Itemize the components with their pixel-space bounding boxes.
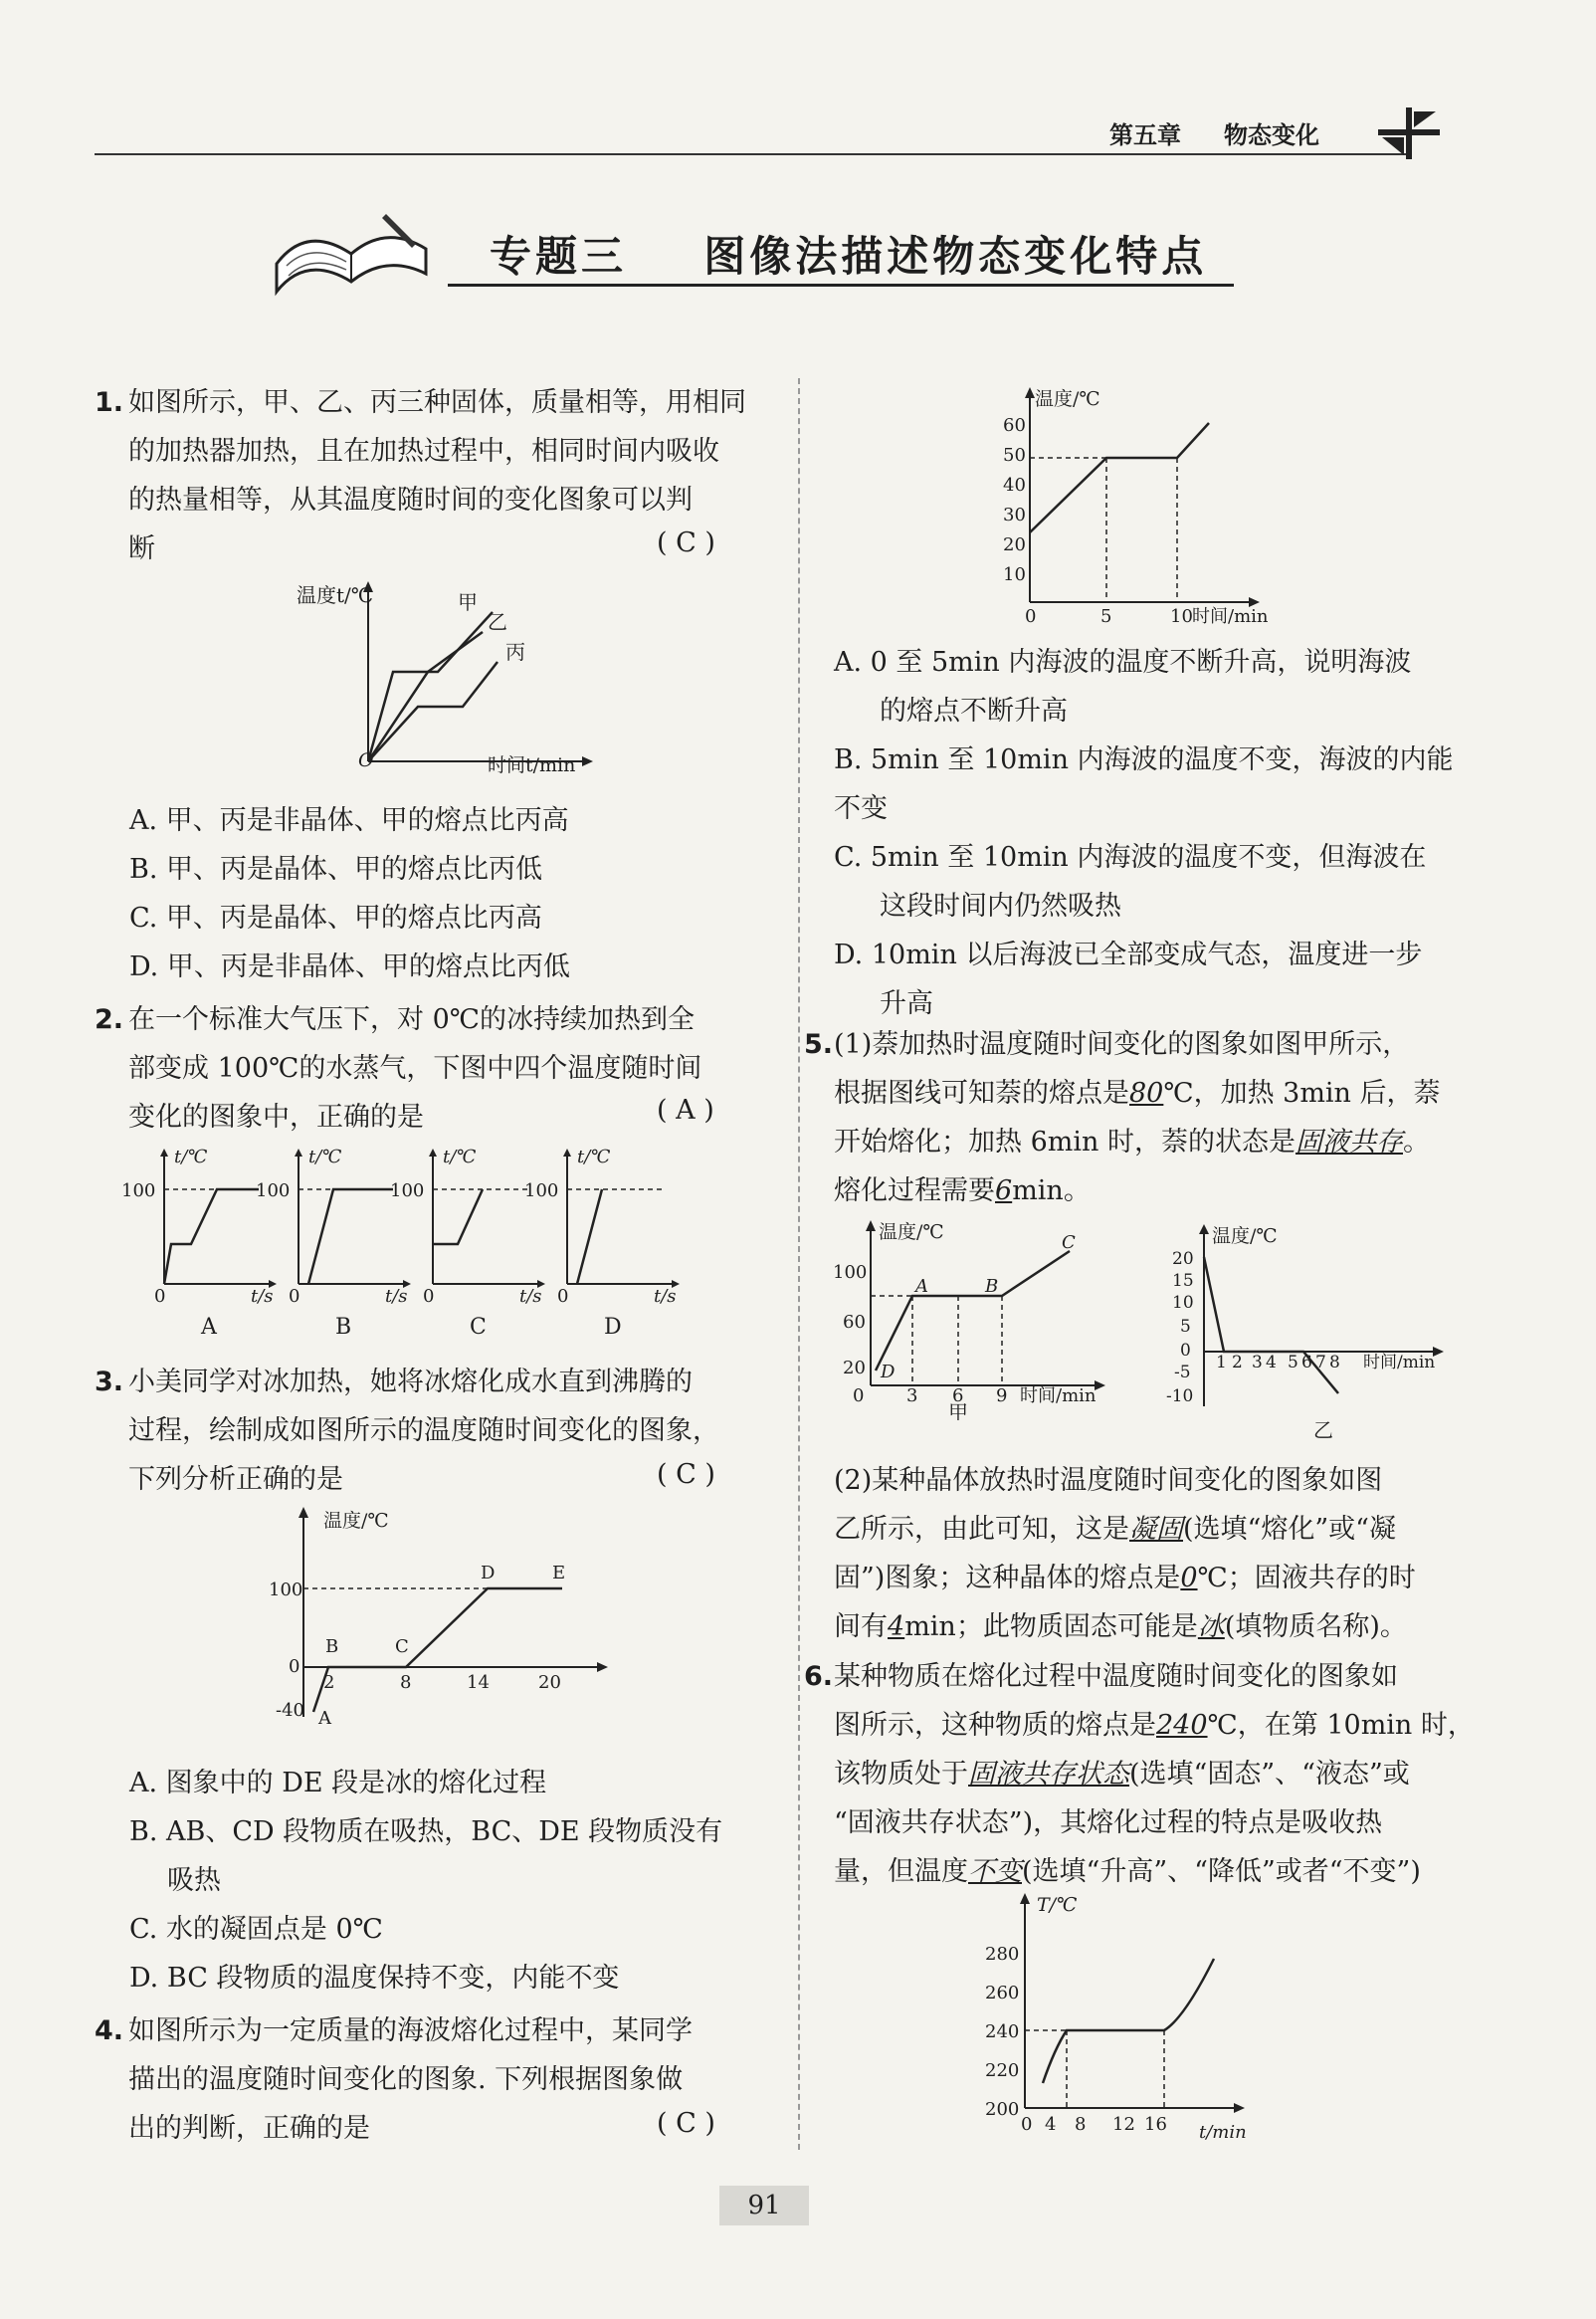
tick-10x: 10	[1170, 606, 1193, 627]
axis-y-label: t/℃	[577, 1147, 611, 1167]
question-text	[834, 1652, 1481, 1896]
q3-options	[129, 1759, 776, 2003]
text-line: 如图所示为一定质量的海波熔化过程中，某同学	[128, 2015, 693, 2046]
tick-8: 8	[1329, 1353, 1340, 1372]
text-line: 该物质处于固液共存状态(选填“固态”、“液态”或	[834, 1759, 1410, 1790]
question-number: 3.	[95, 1367, 124, 1397]
page-number: 91	[719, 2186, 809, 2225]
option-c: C. 水的凝固点是 0℃	[129, 1914, 383, 1945]
chart-q6-line	[1043, 1959, 1214, 2083]
tick-100: 100	[256, 1180, 291, 1201]
tick-6: 6	[952, 1385, 964, 1406]
option-a: A. 图象中的 DE 段是冰的熔化过程	[129, 1768, 547, 1798]
text-line: 如图所示，甲、乙、丙三种固体，质量相等，用相同	[128, 387, 746, 418]
answer-q3: ( C )	[657, 1459, 715, 1490]
chart-q5-b-line	[1204, 1257, 1338, 1393]
question-number: 4.	[95, 2015, 124, 2046]
tick-14: 14	[467, 1672, 490, 1693]
title-main: 图像法描述物态变化特点	[703, 232, 1208, 281]
page-title	[490, 224, 1207, 284]
tick-0: 0	[289, 1656, 300, 1677]
axis-x-label: t/s	[519, 1286, 542, 1307]
tick-20: 20	[538, 1672, 561, 1693]
tick-8: 8	[1075, 2114, 1087, 2135]
option-b-cont: 吸热	[167, 1865, 221, 1896]
tick-1: 1	[1216, 1353, 1227, 1372]
title-underline	[448, 284, 1234, 287]
text-line: 乙所示，由此可知，这是凝固(选填“熔化”或“凝	[834, 1514, 1396, 1545]
question-number: 2.	[95, 1004, 124, 1035]
answer-substance: 冰	[1197, 1611, 1225, 1642]
answer-time: 6	[995, 1175, 1013, 1206]
title-prefix: 专题三	[490, 232, 628, 281]
point-c: C	[1062, 1232, 1076, 1253]
tick-0: 0	[853, 1385, 865, 1406]
tick-10: 10	[1172, 1293, 1194, 1313]
text-line: “固液共存状态”)，其熔化过程的特点是吸收热	[834, 1807, 1383, 1838]
chart-q3	[254, 1503, 612, 1732]
tick-4: 4	[1045, 2114, 1057, 2135]
point-b: B	[325, 1636, 339, 1657]
tick-7: 7	[1315, 1353, 1326, 1372]
option-c: C. 5min 至 10min 内海波的温度不变，但海波在	[834, 842, 1427, 873]
answer-state: 固液共存状态	[968, 1759, 1129, 1790]
tick-280: 280	[985, 1944, 1020, 1965]
answer-q1: ( C )	[657, 527, 715, 558]
option-name-d: D	[604, 1315, 622, 1340]
option-b: B. AB、CD 段物质在吸热，BC、DE 段物质没有	[129, 1816, 723, 1847]
answer-duration: 4	[888, 1611, 905, 1642]
tick-6: 6	[1301, 1353, 1312, 1372]
header-rule	[95, 153, 1408, 155]
tick-0: 0	[1021, 2114, 1033, 2135]
chart-q6	[975, 1889, 1274, 2148]
axis-y-label: 温度/℃	[323, 1510, 389, 1532]
option-b-cont: 不变	[834, 793, 888, 824]
tick-20: 20	[1003, 534, 1026, 555]
chart-q1	[279, 577, 607, 786]
tick-4: 4	[1266, 1353, 1277, 1372]
axis-x-label: 时间/min	[1192, 606, 1269, 627]
tick-5x: 5	[1288, 1353, 1298, 1372]
text-line: 开始熔化；加热 6min 时，萘的状态是固液共存。	[834, 1127, 1430, 1158]
text-line: 根据图线可知萘的熔点是80℃，加热 3min 后，萘	[834, 1078, 1441, 1109]
origin-label: 0	[557, 1286, 569, 1307]
tick-0: 0	[1180, 1341, 1191, 1361]
answer-kind: 凝固	[1129, 1514, 1183, 1545]
text-line: 图所示，这种物质的熔点是240℃，在第 10min 时，	[834, 1710, 1475, 1741]
text-line: 的热量相等，从其温度随时间的变化图象可以判	[128, 485, 693, 516]
axis-y-label: 温度t/℃	[297, 583, 374, 607]
line-bing	[368, 662, 498, 761]
tick-60: 60	[1003, 415, 1026, 436]
tick-2: 2	[323, 1672, 335, 1693]
page-header	[95, 107, 1443, 157]
axis-x-label: t/s	[251, 1286, 274, 1307]
chart-q2-d	[524, 1147, 680, 1340]
tick-100: 100	[269, 1580, 303, 1600]
answer-melting-point: 240	[1156, 1710, 1208, 1741]
option-name-b: B	[335, 1315, 352, 1340]
answer-point: 0	[1180, 1563, 1198, 1593]
axis-x-label: t/min	[1199, 2122, 1247, 2143]
tick-10: 10	[1003, 564, 1026, 585]
tick-5: 5	[1100, 606, 1112, 627]
tick-0: 0	[1025, 606, 1037, 627]
origin-label: 0	[289, 1286, 300, 1307]
axis-y-label: T/℃	[1037, 1894, 1078, 1916]
tick-100: 100	[524, 1180, 559, 1201]
answer-state: 固液共存	[1295, 1127, 1403, 1158]
tick-20: 20	[843, 1358, 866, 1378]
tick-260: 260	[985, 1983, 1020, 2003]
text-line: (2)某种晶体放热时温度随时间变化的图象如图	[834, 1465, 1383, 1496]
axis-y-label: t/℃	[443, 1147, 477, 1167]
point-a: A	[318, 1708, 331, 1729]
tick-9: 9	[996, 1385, 1008, 1406]
option-name-c: C	[470, 1315, 487, 1340]
book-icon	[267, 204, 436, 304]
chart-q5-a	[831, 1216, 1119, 1420]
tick-40: 40	[1003, 475, 1026, 496]
origin-label: O	[358, 749, 374, 771]
axis-y-label: 温度/℃	[1035, 388, 1100, 410]
axis-x-label: t/s	[654, 1286, 677, 1307]
option-b: B. 甲、丙是晶体、甲的熔点比丙低	[129, 854, 543, 885]
question-number: 6.	[804, 1661, 834, 1692]
tick-100: 100	[390, 1180, 425, 1201]
tick-30: 30	[1003, 505, 1026, 526]
tick-minus10: -10	[1166, 1386, 1194, 1406]
tick-16: 16	[1144, 2114, 1167, 2135]
tick-3: 3	[1252, 1353, 1263, 1372]
tick-minus40: -40	[276, 1700, 304, 1721]
text-line: 固”)图象；这种晶体的熔点是0℃；固液共存的时	[834, 1563, 1416, 1593]
point-c: C	[395, 1636, 409, 1657]
chart-q4	[985, 383, 1284, 632]
axis-y-label: 温度/℃	[1212, 1225, 1278, 1247]
column-divider	[798, 378, 800, 2150]
point-b: B	[985, 1276, 999, 1297]
axis-x-label: t/s	[385, 1286, 408, 1307]
axis-y-label: t/℃	[174, 1147, 208, 1167]
tick-50: 50	[1003, 445, 1026, 466]
tick-220: 220	[985, 2060, 1020, 2081]
option-d-cont: 升高	[880, 988, 933, 1019]
text-line: 量，但温度不变(选填“升高”、“降低”或者“不变”)	[834, 1856, 1421, 1887]
text-line: 出的判断，正确的是	[128, 2113, 370, 2144]
tick-100: 100	[833, 1262, 868, 1283]
label-bing: 丙	[505, 640, 525, 664]
chart-q2-c	[390, 1147, 545, 1340]
text-line: 下列分析正确的是	[128, 1464, 343, 1495]
chart-q5-b	[1164, 1222, 1463, 1441]
chart-q2-a	[121, 1147, 277, 1340]
line-jia	[368, 612, 493, 761]
chapter-number: 第五章	[1109, 121, 1181, 149]
text-line: 的加热器加热，且在加热过程中，相同时间内吸收	[128, 436, 719, 467]
chapter-mark-icon	[1378, 107, 1440, 159]
axis-y-label: t/℃	[308, 1147, 342, 1167]
option-a: A. 甲、丙是非晶体、甲的熔点比丙高	[129, 805, 569, 836]
tick-240: 240	[985, 2021, 1020, 2042]
q4-options	[834, 638, 1471, 1028]
option-name-a: A	[201, 1315, 217, 1340]
chapter-title: 物态变化	[1224, 121, 1319, 149]
axis-y-label: 温度/℃	[879, 1221, 944, 1243]
text-line: (1)萘加热时温度随时间变化的图象如图甲所示，	[834, 1029, 1410, 1060]
tick-60: 60	[843, 1312, 866, 1333]
chart-caption: 乙	[1313, 1418, 1333, 1441]
axis-x-label: 时间t/min	[488, 754, 576, 776]
origin-label: 0	[154, 1286, 166, 1307]
tick-8: 8	[400, 1672, 412, 1693]
tick-minus5: -5	[1174, 1363, 1191, 1382]
answer-melting-point: 80	[1129, 1078, 1164, 1109]
option-d: D. 10min 以后海波已全部变成气态，温度进一步	[834, 940, 1423, 970]
text-line: 间有4min；此物质固态可能是冰(填物质名称)。	[834, 1611, 1407, 1642]
chart-q3-line	[313, 1588, 562, 1712]
tick-5: 5	[1180, 1317, 1191, 1337]
text-line: 熔化过程需要6min。	[834, 1175, 1091, 1206]
answer-q4: ( C )	[657, 2108, 715, 2139]
chart-q2	[119, 1145, 746, 1344]
text-line: 某种物质在熔化过程中温度随时间变化的图象如	[834, 1661, 1398, 1692]
question-number: 5.	[804, 1029, 834, 1060]
tick-12: 12	[1112, 2114, 1135, 2135]
option-d: D. BC 段物质的温度保持不变，内能不变	[129, 1963, 620, 1994]
point-e: E	[552, 1563, 566, 1583]
axis-x-label: 时间/min	[1363, 1353, 1436, 1372]
axis-x-label: 时间/min	[1020, 1385, 1097, 1406]
text-line: 过程，绘制成如图所示的温度随时间变化的图象，	[128, 1415, 719, 1446]
option-c: C. 甲、丙是晶体、甲的熔点比丙高	[129, 903, 542, 934]
text-line: 部变成 100℃的水蒸气，下图中四个温度随时间	[128, 1053, 702, 1084]
option-c-cont: 这段时间内仍然吸热	[880, 891, 1121, 922]
chart-caption: 甲	[948, 1400, 968, 1420]
text-line: 变化的图象中，正确的是	[128, 1102, 424, 1133]
point-d: D	[881, 1362, 896, 1382]
option-a: A. 0 至 5min 内海波的温度不断升高，说明海波	[834, 647, 1412, 678]
text-line: 小美同学对冰加热，她将冰熔化成水直到沸腾的	[128, 1367, 693, 1397]
option-d: D. 甲、丙是非晶体、甲的熔点比丙低	[129, 951, 570, 982]
text-line: 在一个标准大气压下，对 0℃的冰持续加热到全	[128, 1004, 695, 1035]
tick-200: 200	[985, 2099, 1020, 2120]
text-line: 描出的温度随时间变化的图象. 下列根据图象做	[128, 2064, 684, 2095]
chart-q5-a-line	[876, 1251, 1070, 1370]
tick-100: 100	[121, 1180, 156, 1201]
label-jia: 甲	[458, 590, 478, 614]
chart-q2-b	[256, 1147, 411, 1340]
question-text	[834, 1020, 1481, 1215]
option-b: B. 5min 至 10min 内海波的温度不变，海波的内能	[834, 744, 1454, 775]
question-5-part-2	[834, 1456, 1481, 1651]
tick-15: 15	[1172, 1271, 1194, 1291]
tick-2: 2	[1232, 1353, 1243, 1372]
chart-q4-line	[1030, 423, 1209, 532]
text-line: 断	[128, 533, 155, 564]
point-a: A	[915, 1276, 928, 1297]
q1-options	[129, 796, 766, 991]
point-d: D	[481, 1563, 496, 1583]
label-yi: 乙	[488, 610, 507, 634]
origin-label: 0	[423, 1286, 435, 1307]
tick-3: 3	[906, 1385, 918, 1406]
answer-q2: ( A )	[657, 1095, 714, 1126]
answer-trend: 不变	[968, 1856, 1022, 1887]
question-number: 1.	[95, 387, 124, 418]
tick-20: 20	[1172, 1249, 1194, 1269]
option-a-cont: 的熔点不断升高	[880, 696, 1068, 727]
